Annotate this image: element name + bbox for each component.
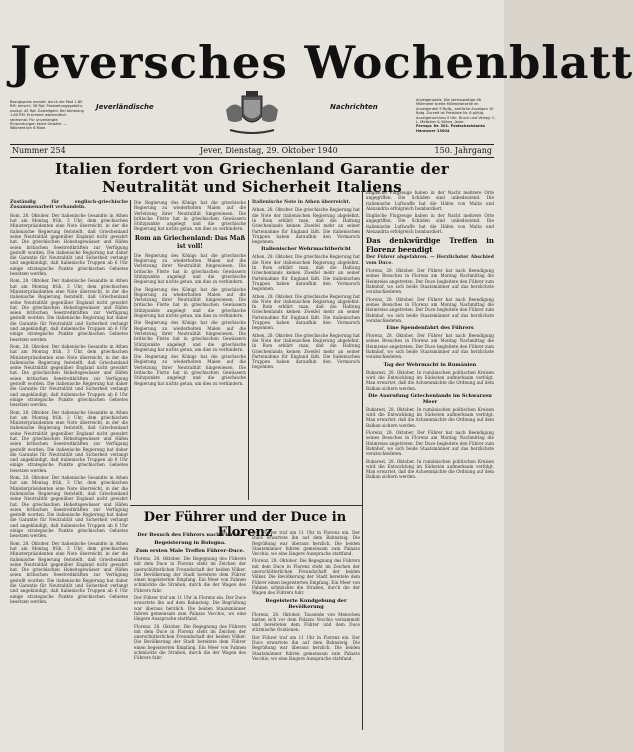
- main-headline: Italien fordert von Griechenland Garantie der Neutralität und Sicherheit Italiens: [55, 160, 449, 196]
- dateline-bar: [10, 144, 494, 158]
- florence-column-1: [134, 530, 246, 730]
- column-3-text-d: Athen, 28. Oktober. Die griechische Regierung hat die Note der italienischen Regierung abgelehnt. In Rom erklärt man, daß die Haltung Griechenlands keinen Zweifel mehr an seiner Parteinahme für England läßt. Die italienischen Truppen haben daraufhin den Vormarsch begonnen.: [252, 332, 360, 370]
- column-3-text-b: Athen, 28. Oktober. Die griechische Regierung hat die Note der italienischen Regierung abgelehnt. In Rom erklärt man, daß die Haltung Griechenlands keinen Zweifel mehr an seiner Parteinahme für England läßt. Die italienischen Truppen haben daraufhin den Vormarsch begonnen.: [252, 254, 360, 292]
- article-column-3: [252, 200, 360, 500]
- column-1-text-e: Rom, 28. Oktober. Der italienische Gesandte in Athen hat am Montag früh, 3 Uhr, dem griechischen Ministerpräsidenten eine Note überreicht, in der die italienische Regierung feststellt, daß Griechenland seine Neutralität gegenüber England nicht gewahrt hat. Die griechischen Hoheitsgewässer und Häfen seien britischen Seestreitkräften zur Verfügung gestellt worden. Die italienische Regierung hat daher die Garantie für Neutralität und Sicherheit verlangt und angekündigt, daß italienische Truppen ab 6 Uhr einige strategische Punkte griechischen Gebietes besetzen werden.: [10, 475, 128, 539]
- place-date: Jever, Dienstag, 29. Oktober 1940: [200, 146, 338, 155]
- article-column-2: [134, 200, 246, 500]
- florence-subhead-2: Begeisterte Kundgebung der Bevölkerung: [265, 597, 347, 610]
- column-rule: [248, 200, 249, 500]
- column-2-text-b: Die Regierung des Königs hat die griechische Regierung zu wiederholten Malen auf die Verletzung ihrer Neutralität hingewiesen. Die britische Flotte hat in griechischen Gewässern Stützpunkte angelegt und die griechische Regierung hat nichts getan, um dies zu verhindern.: [134, 252, 246, 285]
- masthead-title: Jeversches Wochenblatt: [10, 36, 633, 89]
- column-3-lede: Italienische Note in Athen überreicht.: [252, 200, 351, 205]
- side-article-subhead: Der Führer abgefahren. — Herzlichster Abschied vom Duce.: [366, 255, 494, 266]
- column-3-text-c: Athen, 28. Oktober. Die griechische Regierung hat die Note der italienischen Regierung abgelehnt. In Rom erklärt man, daß die Haltung Griechenlands keinen Zweifel mehr an seiner Parteinahme für England läßt. Die italienischen Truppen haben daraufhin den Vormarsch begonnen.: [252, 293, 360, 331]
- side-article-text-b: Florenz, 28. Oktober. Der Führer hat nach Beendigung seines Besuches in Florenz am Montag Nachmittag die Heimreise angetreten. Der Duce begleitete den Führer zum Bahnhof, wo sich beide Staatsmänner auf das herzlichste verabschiedeten.: [366, 296, 494, 323]
- column-2-subhead: Rom an Griechenland: Das Maß ist voll!: [134, 234, 246, 250]
- column-2-text-d: Die Regierung des Königs hat die griechische Regierung zu wiederholten Malen auf die Verletzung ihrer Neutralität hingewiesen. Die britische Flotte hat in griechischen Gewässern Stützpunkte angelegt und die griechische Regierung hat nichts getan, um dies zu verhindern.: [134, 320, 246, 352]
- coat-of-arms-icon: [220, 90, 284, 138]
- side-subhead-3: Tag der Wehrmacht in Rumänien: [383, 361, 477, 368]
- masthead-right-footer: Fernspr. Nr. 301. Postscheckkonto Hannover 13004: [416, 124, 485, 133]
- column-4-text: Englische Flugzeuge haben in der Nacht mehrere Orte angegriffen. Die Schäden sind unbedeutend. Die italienische Luftwaffe hat die Häfen von Malta und Alexandria erfolgreich bombardiert.: [366, 190, 494, 211]
- column-1-text-c: Rom, 28. Oktober. Der italienische Gesandte in Athen hat am Montag früh, 3 Uhr, dem griechischen Ministerpräsidenten eine Note überreicht, in der die italienische Regierung feststellt, daß Griechenland seine Neutralität gegenüber England nicht gewahrt hat. Die griechischen Hoheitsgewässer und Häfen seien britischen Seestreitkräften zur Verfügung gestellt worden. Die italienische Regierung hat daher die Garantie für Neutralität und Sicherheit verlangt und angekündigt, daß italienische Truppen ab 6 Uhr einige strategische Punkte griechischen Gebietes besetzen werden.: [10, 343, 128, 408]
- side-article-text-c: Florenz, 28. Oktober. Der Führer hat nach Beendigung seines Besuches in Florenz am Montag Nachmittag die Heimreise angetreten. Der Duce begleitete den Führer zum Bahnhof, wo sich beide Staatsmänner auf das herzlichste verabschiedeten.: [366, 333, 494, 360]
- side-article-headline: Das denkwürdige Treffen in Florenz beendigt: [366, 236, 494, 255]
- column-1-text-f: Rom, 28. Oktober. Der italienische Gesandte in Athen hat am Montag früh, 3 Uhr, dem griechischen Ministerpräsidenten eine Note überreicht, in der die italienische Regierung feststellt, daß Griechenland seine Neutralität gegenüber England nicht gewahrt hat. Die griechischen Hoheitsgewässer und Häfen seien britischen Seestreitkräften zur Verfügung gestellt worden. Die italienische Regierung hat daher die Garantie für Neutralität und Sicherheit verlangt und angekündigt, daß italienische Truppen ab 6 Uhr einige strategische Punkte griechischen Gebietes besetzen werden.: [10, 540, 128, 604]
- second-headline: Der Führer und der Duce in Florenz: [143, 510, 347, 540]
- column-2-text-e: Die Regierung des Königs hat die griechische Regierung zu wiederholten Malen auf die Verletzung ihrer Neutralität hingewiesen. Die britische Flotte hat in griechischen Gewässern Stützpunkte angelegt und die griechische Regierung hat nichts getan, um dies zu verhindern.: [134, 354, 246, 386]
- column-3-subhead: Italienischer Wehrmachtbericht: [261, 246, 351, 253]
- masthead-right-notice-text: Anzeigenpreis: Die sechsspaltige 46 Millimeter breite Millimeterzeile im Anzeigenteil 9 Rpfg., amtliche Anzeigen 10 Rpfg. Zurzeit ist Preisliste Nr. 6 gültig. Anzeigenschluss 9 Uhr. Druck und Verlag: C. L. Mettcker & Söhne, Jever.: [416, 98, 496, 125]
- column-3-text: Athen, 28. Oktober. Die griechische Regierung hat die Note der italienischen Regierung abgelehnt. In Rom erklärt man, daß die Haltung Griechenlands keinen Zweifel mehr an seiner Parteinahme für England läßt. Die italienischen Truppen haben daraufhin den Vormarsch begonnen.: [252, 207, 360, 245]
- florence-text-3: Florenz, 28. Oktober. Die Begegnung des Führers mit dem Duce in Florenz steht im Zeichen der unerschütterlichen Freundschaft der beiden Völker. Die Bevölkerung der Stadt bereitete dem Führer einen begeisterten Empfang. Ein Meer von Fahnen schmückte die Straßen, durch die der Wagen des Führers fuhr.: [134, 623, 246, 661]
- florence-text-4: Der Führer traf um 11 Uhr in Florenz ein. Der Duce erwartete ihn auf dem Bahnsteig. Die Begrüßung war überaus herzlich. Die beiden Staatsmänner fuhren gemeinsam zum Palazzo Vecchio, wo eine längere Aussprache stattfand.: [252, 530, 360, 557]
- masthead-left-notice: Bezugspreis monatl. durch die Post 1.80 RM. einschl. 36 Rpf. Postzeitungsgebühr, zuzügl. 42 Rpf. Zustellgeld. Bei Abholung 1.60 RM. Erscheint wöchentlich sechsmal. Für unverlangte Einsendungen keine Gewähr. — Wöchentlich 6 Male.: [10, 100, 84, 131]
- florence-subhead-1c: Zum ersten Male Treffen Führer–Duce.: [135, 548, 245, 554]
- column-4-text-b: Englische Flugzeuge haben in der Nacht mehrere Orte angegriffen. Die Schäden sind unbedeutend. Die italienische Luftwaffe hat die Häfen von Malta und Alexandria erfolgreich bombardiert.: [366, 213, 494, 235]
- side-article-text-d: Bukarest, 28. Oktober. In rumänischen politischen Kreisen wird die Entwicklung im Südosten aufmerksam verfolgt. Man erwartet, daß die Achsenmächte die Ordnung auf dem Balkan sichern werden.: [366, 369, 494, 391]
- section-rule: [130, 505, 362, 506]
- column-rule: [362, 190, 363, 730]
- side-article-text-f: Florenz, 28. Oktober. Der Führer hat nach Beendigung seines Besuches in Florenz am Montag Nachmittag die Heimreise angetreten. Der Duce begleitete den Führer zum Bahnhof, wo sich beide Staatsmänner auf das herzlichste verabschiedeten.: [366, 430, 494, 457]
- side-article-text-g: Bukarest, 28. Oktober. In rumänischen politischen Kreisen wird die Entwicklung im Südosten aufmerksam verfolgt. Man erwartet, daß die Achsenmächte die Ordnung auf dem Balkan sichern werden.: [366, 458, 494, 480]
- florence-subhead-1b: Begeisterung in Bologna.: [154, 540, 226, 546]
- column-1-text-b: Rom, 28. Oktober. Der italienische Gesandte in Athen hat am Montag früh, 3 Uhr, dem griechischen Ministerpräsidenten eine Note überreicht, in der die italienische Regierung feststellt, daß Griechenland seine Neutralität gegenüber England nicht gewahrt hat. Die griechischen Hoheitsgewässer und Häfen seien britischen Seestreitkräften zur Verfügung gestellt worden. Die italienische Regierung hat daher die Garantie für Neutralität und Sicherheit verlangt und angekündigt, daß italienische Truppen ab 6 Uhr einige strategische Punkte griechischen Gebietes besetzen werden.: [10, 278, 128, 342]
- side-article-text: Florenz, 28. Oktober. Der Führer hat nach Beendigung seines Besuches in Florenz am Montag Nachmittag die Heimreise angetreten. Der Duce begleitete den Führer zum Bahnhof, wo sich beide Staatsmänner auf das herzlichste verabschiedeten.: [366, 268, 494, 295]
- florence-text-5: Florenz, 28. Oktober. Die Begegnung des Führers mit dem Duce in Florenz steht im Zeichen der unerschütterlichen Freundschaft der beiden Völker. Die Bevölkerung der Stadt bereitete dem Führer einen begeisterten Empfang. Ein Meer von Fahnen schmückte die Straßen, durch die der Wagen des Führers fuhr.: [252, 558, 360, 596]
- masthead-right-notice: [416, 98, 496, 140]
- masthead-subtitle-right: Nachrichten: [330, 103, 378, 111]
- florence-subhead-1: Der Besuch des Führers nach Florenz: [137, 532, 243, 538]
- side-subhead-2: Eine Spendenfahrt des Führers: [386, 325, 474, 332]
- column-1-lede: Zuständig für englisch-griechische Zusammenarbeit verhandeln.: [10, 200, 128, 211]
- florence-column-2: [252, 530, 360, 730]
- column-2-text: Die Regierung des Königs hat die griechische Regierung zu wiederholten Malen auf die Verletzung ihrer Neutralität hingewiesen. Die britische Flotte hat in griechischen Gewässern Stützpunkte angelegt und die griechische Regierung hat nichts getan, um dies zu verhindern.: [134, 200, 246, 232]
- florence-text-6: Florenz, 28. Oktober. Tausende von Menschen hatten sich vor dem Palazzo Vecchio versammelt und bereiteten dem Führer und dem Duce stürmische Ovationen.: [252, 611, 360, 633]
- article-column-4: [366, 190, 494, 730]
- florence-text-2: Der Führer traf um 11 Uhr in Florenz ein. Der Duce erwartete ihn auf dem Bahnsteig. Die Begrüßung war überaus herzlich. Die beiden Staatsmänner fuhren gemeinsam zum Palazzo Vecchio, wo eine längere Aussprache stattfand.: [134, 595, 246, 622]
- article-column-1: [10, 200, 128, 730]
- column-1-text-d: Rom, 28. Oktober. Der italienische Gesandte in Athen hat am Montag früh, 3 Uhr, dem griechischen Ministerpräsidenten eine Note überreicht, in der die italienische Regierung feststellt, daß Griechenland seine Neutralität gegenüber England nicht gewahrt hat. Die griechischen Hoheitsgewässer und Häfen seien britischen Seestreitkräften zur Verfügung gestellt worden. Die italienische Regierung hat daher die Garantie für Neutralität und Sicherheit verlangt und angekündigt, daß italienische Truppen ab 6 Uhr einige strategische Punkte griechischen Gebietes besetzen werden.: [10, 409, 128, 473]
- column-2-text-c: Die Regierung des Königs hat die griechische Regierung zu wiederholten Malen auf die Verletzung ihrer Neutralität hingewiesen. Die britische Flotte hat in griechischen Gewässern Stützpunkte angelegt und die griechische Regierung hat nichts getan, um dies zu verhindern.: [134, 286, 246, 319]
- florence-text-7: Der Führer traf um 11 Uhr in Florenz ein. Der Duce erwartete ihn auf dem Bahnsteig. Die Begrüßung war überaus herzlich. Die beiden Staatsmänner fuhren gemeinsam zum Palazzo Vecchio, wo eine längere Aussprache stattfand.: [252, 634, 360, 661]
- florence-text-1: Florenz, 28. Oktober. Die Begegnung des Führers mit dem Duce in Florenz steht im Zeichen der unerschütterlichen Freundschaft der beiden Völker. Die Bevölkerung der Stadt bereitete dem Führer einen begeisterten Empfang. Ein Meer von Fahnen schmückte die Straßen, durch die der Wagen des Führers fuhr.: [134, 556, 246, 593]
- volume-number: 150. Jahrgang: [434, 146, 492, 155]
- side-subhead-4: Die Ausrufung Griechenlands im Schwarzen Meer: [368, 392, 492, 405]
- issue-number: Nummer 254: [12, 146, 66, 155]
- column-1-text: Rom, 28. Oktober. Der italienische Gesandte in Athen hat am Montag früh, 3 Uhr, dem griechischen Ministerpräsidenten eine Note überreicht, in der die italienische Regierung feststellt, daß Griechenland seine Neutralität gegenüber England nicht gewahrt hat. Die griechischen Hoheitsgewässer und Häfen seien britischen Seestreitkräften zur Verfügung gestellt worden. Die italienische Regierung hat daher die Garantie für Neutralität und Sicherheit verlangt und angekündigt, daß italienische Truppen ab 6 Uhr einige strategische Punkte griechischen Gebietes besetzen werden.: [10, 212, 128, 277]
- masthead-subtitle-left: Jeverländische: [96, 103, 154, 111]
- side-article-text-e: Bukarest, 28. Oktober. In rumänischen politischen Kreisen wird die Entwicklung im Südosten aufmerksam verfolgt. Man erwartet, daß die Achsenmächte die Ordnung auf dem Balkan sichern werden.: [366, 406, 494, 428]
- column-rule: [130, 200, 131, 500]
